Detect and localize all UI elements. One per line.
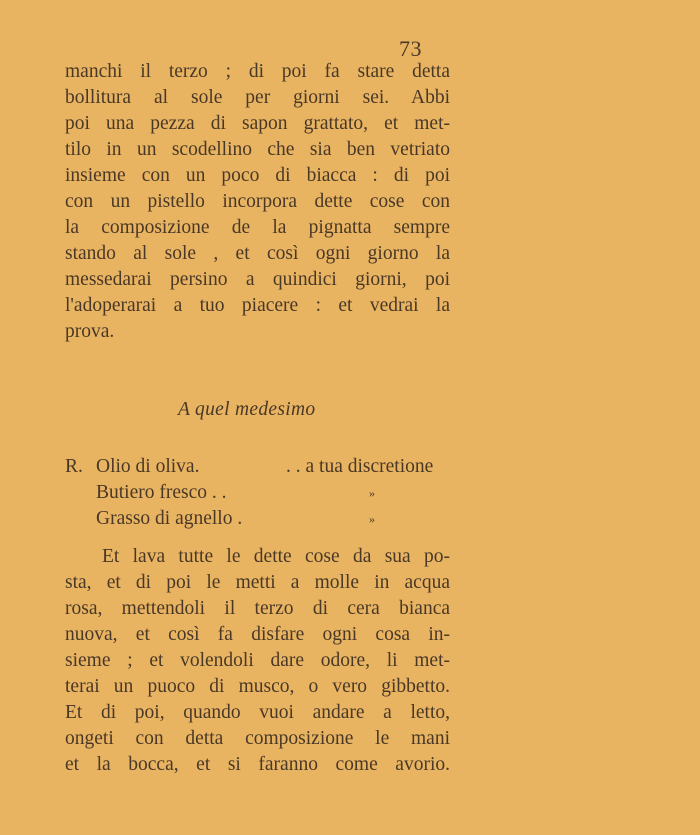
- text-line: et la bocca, et si faranno come avorio.: [65, 754, 450, 775]
- section-heading: [178, 399, 315, 421]
- text-line: terai un puoco di musco, o vero gibbetto.: [65, 676, 450, 697]
- text-line: sieme ; et volendoli dare odore, li met-: [65, 650, 450, 671]
- text-line: stando al sole , et così ogni giorno la: [65, 243, 450, 264]
- text-line: la composizione de la pignatta sempre: [65, 217, 450, 238]
- paragraph-1: [65, 59, 450, 345]
- recipe-ingredient: Butiero fresco . .: [96, 482, 227, 503]
- text-line: bollitura al sole per giorni sei. Abbi: [65, 87, 450, 108]
- section-heading-rest: quel medesimo: [195, 399, 316, 420]
- recipe-ingredient: Grasso di agnello .: [96, 508, 243, 529]
- recipe-row: [65, 480, 455, 506]
- text-line: nuova, et così fa disfare ogni cosa in-: [65, 624, 450, 645]
- text-line: con un pistello incorpora dette cose con: [65, 191, 450, 212]
- recipe-list: [65, 454, 455, 532]
- section-heading-prefix: A: [178, 399, 190, 420]
- text-line: ongeti con detta composizione le mani: [65, 728, 450, 749]
- text-line: rosa, mettendoli il terzo di cera bianca: [65, 598, 450, 619]
- text-line: sta, et di poi le metti a molle in acqua: [65, 572, 450, 593]
- recipe-row: [65, 506, 455, 532]
- text-line: messedarai persino a quindici giorni, poi: [65, 269, 450, 290]
- text-line: prova.: [65, 321, 115, 342]
- text-line: insieme con un poco di biacca : di poi: [65, 165, 450, 186]
- page-number: 73: [399, 36, 422, 61]
- paragraph-2: [65, 544, 450, 778]
- text-line: tilo in un scodellino che sia ben vetriato: [65, 139, 450, 160]
- recipe-marker: R.: [65, 456, 83, 477]
- recipe-ditto-mark: »: [369, 486, 375, 500]
- text-line: l'adoperarai a tuo piacere : et vedrai la: [65, 295, 450, 316]
- text-line: Et di poi, quando vuoi andare a letto,: [65, 702, 450, 723]
- recipe-row: [65, 454, 455, 480]
- text-line: Et lava tutte le dette cose da sua po-: [102, 546, 450, 567]
- recipe-ingredient: Olio di oliva.: [96, 456, 200, 477]
- text-line: poi una pezza di sapon grattato, et met-: [65, 113, 450, 134]
- text-line: manchi il terzo ; di poi fa stare detta: [65, 61, 450, 82]
- recipe-amount: . . a tua discretione: [286, 456, 434, 477]
- recipe-ditto-mark: »: [369, 512, 375, 526]
